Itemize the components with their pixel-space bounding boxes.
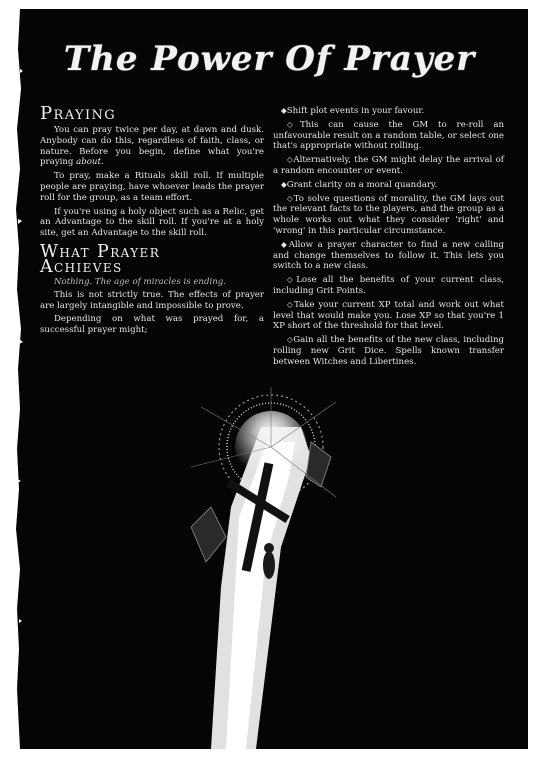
bullet-text: Alternatively, the GM might delay the arrival of a random encounter or event. — [273, 155, 504, 176]
hollow-diamond-icon: ◇ — [287, 193, 294, 203]
heading-line-2: Achieves — [40, 256, 123, 277]
hollow-diamond-icon: ◇ — [287, 299, 294, 309]
paragraph-not-true: This is not strictly true. The effects of prayer are largely intangible and impossible to prove. — [40, 289, 264, 311]
filled-diamond-icon: ◆ — [281, 239, 289, 249]
bullet-text: Take your current XP total and work out what level that would make you. Lose XP so that you're 1 XP short of the threshold for that level. — [273, 299, 504, 332]
bullet-text: Shift plot events in your favour. — [286, 106, 425, 116]
hollow-diamond-icon: ◇ — [287, 119, 300, 129]
sub-bullet-item — [273, 120, 504, 152]
heading-line-1: What Prayer — [40, 241, 161, 262]
sub-bullet-item — [273, 155, 504, 177]
hollow-diamond-icon: ◇ — [287, 275, 297, 285]
paragraph-depending: Depending on what was prayed for, a successful prayer might; — [40, 314, 264, 336]
paragraph-end: . — [100, 157, 104, 168]
torn-edge-decoration — [11, 9, 27, 749]
paragraph-praying-intro — [40, 125, 264, 168]
bullet-item — [273, 180, 504, 191]
sub-bullet-item — [273, 275, 504, 297]
bullet-item — [273, 106, 504, 117]
sub-bullet-item — [273, 194, 504, 237]
sub-bullet-item — [273, 335, 504, 367]
arch-stones-right — [306, 442, 331, 487]
prayer-illustration — [171, 387, 341, 749]
left-column — [40, 103, 264, 339]
paragraph-rituals-roll: To pray, make a Rituals skill roll. If multiple people are praying, have whoever leads the prayer roll for the group, as a team effort. — [40, 171, 264, 203]
page-title: The Power Of Prayer — [63, 39, 476, 79]
bullet-item — [273, 240, 504, 272]
bullet-text: Grant clarity on a moral quandary. — [286, 179, 438, 190]
right-column — [273, 106, 504, 371]
paragraph-holy-object: If you're using a holy object such as a Relic, get an Advantage to the skill roll. If you're at a holy site, get an Advantage to the skill roll. — [40, 206, 264, 239]
bullet-text: Gain all the benefits of the new class, including rolling new Grit Dice. Spells known transfer between Witches and Libertines. — [273, 335, 504, 367]
section-heading-praying: Praying — [40, 103, 117, 124]
figure-head — [264, 543, 274, 553]
filled-diamond-icon: ◆ — [281, 106, 287, 115]
bullet-text: To solve questions of morality, the GM lays out the relevant facts to the players, and the group as a whole works out what they consider 'right' and 'wrong' in this particular circumstance. — [273, 193, 504, 236]
emphasis-text: about — [76, 157, 101, 168]
praying-figure — [263, 551, 275, 579]
bullet-text: Allow a prayer character to find a new calling and change themselves to follow it. This lets you switch to a new class. — [273, 239, 504, 272]
bullet-text: Lose all the benefits of your current class, including Grit Points. — [273, 275, 504, 296]
hollow-diamond-icon: ◇ — [287, 155, 294, 165]
paragraph-text: You can pray twice per day, at dawn and dusk. Anybody can do this, regardless of faith, class, or nature. Before you begin, define what you're praying — [40, 125, 264, 168]
bullet-text: This can cause the GM to re-roll an unfavourable result on a random table, or select one that's appropriate without rolling. — [273, 119, 504, 152]
book-page — [11, 9, 528, 749]
hollow-diamond-icon: ◇ — [287, 335, 294, 345]
sub-bullet-item — [273, 300, 504, 332]
arch-stones-left — [191, 507, 226, 562]
quote-line: Nothing. The age of miracles is ending. — [54, 276, 226, 287]
section-heading-what-prayer-achieves — [40, 241, 264, 277]
filled-diamond-icon: ◆ — [281, 179, 287, 189]
